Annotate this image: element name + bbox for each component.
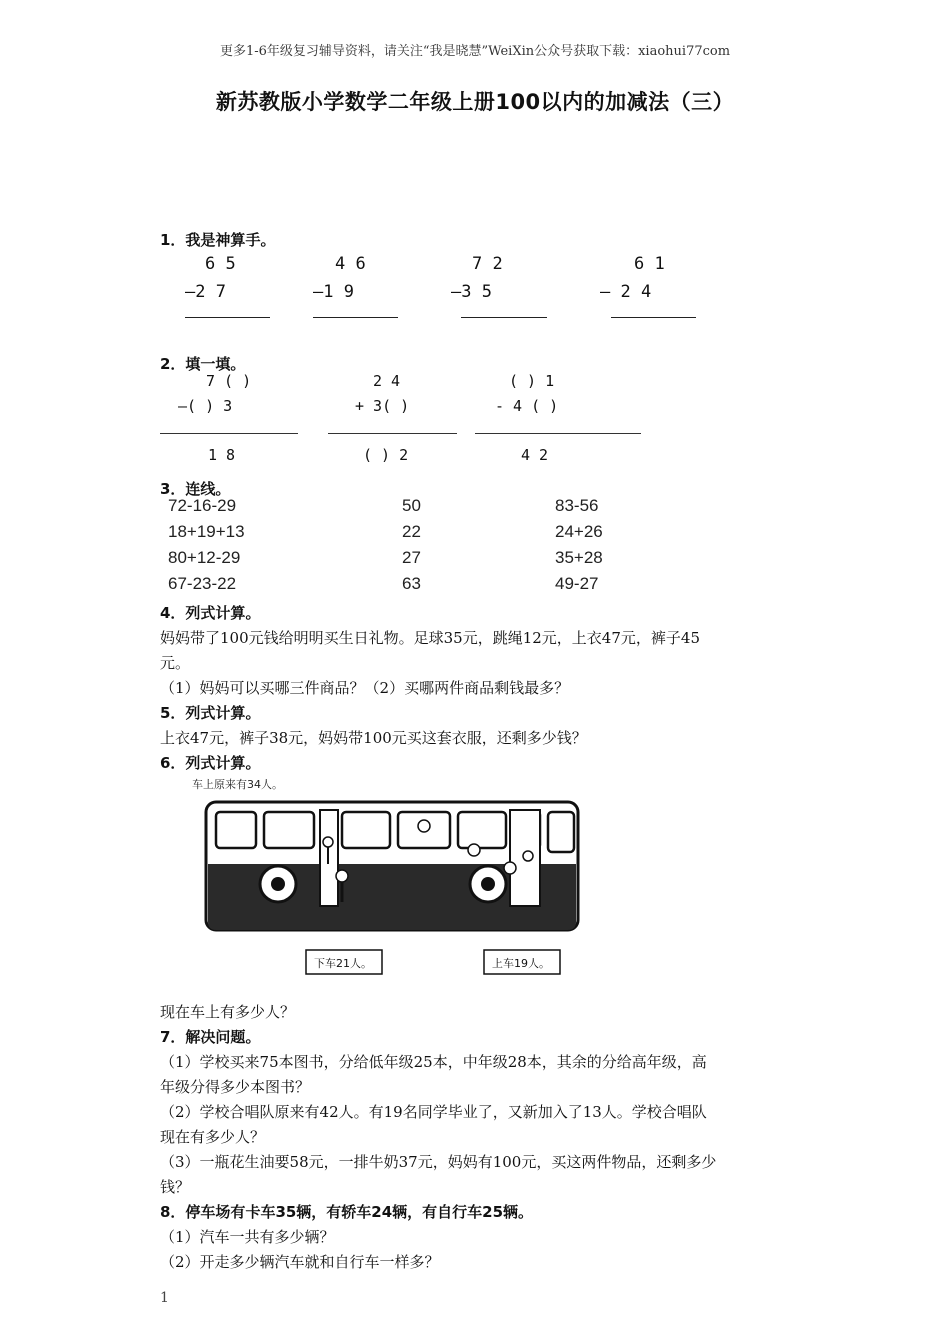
q3-middle-1[interactable]: 50 [402, 496, 421, 515]
q7-p3-line-1: （3）一瓶花生油要58元，一排牛奶37元，妈妈有100元，买这两件物品，还剩多少 [160, 1153, 717, 1171]
q6-heading: 6．列式计算。 [160, 754, 261, 772]
q2-problem-1-line [160, 433, 298, 434]
q1-problem-2-line [313, 317, 398, 318]
q4-line-1: 妈妈带了100元钱给明明买生日礼物。足球35元，跳绳12元，上衣47元，裤子45 [160, 629, 700, 647]
label-get-on: 上车19人。 [492, 957, 550, 970]
q2-problem-3-top: ( ) 1 [509, 372, 555, 390]
q1-problem-4-line [611, 317, 696, 318]
q7-p2-line-1: （2）学校合唱队原来有42人。有19名同学毕业了，又新加入了13人。学校合唱队 [160, 1103, 707, 1121]
q7-p1-line-1: （1）学校买来75本图书，分给低年级25本，中年级28本，其余的分给高年级，高 [160, 1053, 707, 1071]
q2-problem-2-result: ( ) 2 [363, 446, 409, 464]
q3-right-4[interactable]: 49-27 [555, 574, 599, 593]
q2-heading: 2．填一填。 [160, 355, 246, 373]
header-note: 更多1-6年级复习辅导资料，请关注“我是晓慧”WeiXin公众号获取下载：xiaohui77com [219, 44, 731, 59]
q3-middle-2[interactable]: 22 [402, 522, 421, 541]
q2-problem-1-top: 7 ( ) [206, 372, 252, 390]
q3-left-3[interactable]: 80+12-29 [168, 548, 241, 567]
q2-problem-3-line [475, 433, 641, 434]
label-get-off: 下车21人。 [314, 957, 372, 970]
q4-heading: 4．列式计算。 [160, 604, 261, 622]
q5-line-1: 上衣47元，裤子38元，妈妈带100元买这套衣服，还剩多少钱？ [160, 729, 587, 747]
bus-picture [188, 772, 588, 982]
q3-right-1[interactable]: 83-56 [555, 496, 599, 515]
q7-p1-line-2: 年级分得多少本图书？ [160, 1078, 311, 1096]
q1-problem-1-top: 6 5 [205, 254, 236, 274]
q4-line-2: 元。 [160, 654, 191, 672]
q1-problem-1-bottom: —2 7 [185, 282, 226, 302]
q7-p3-line-2: 钱？ [160, 1178, 191, 1196]
page-number: 1 [160, 1290, 169, 1306]
q3-left-2[interactable]: 18+19+13 [168, 522, 245, 541]
q2-problem-1-middle: —( ) 3 [178, 397, 233, 415]
q1-problem-3-line [461, 317, 547, 318]
q5-heading: 5．列式计算。 [160, 704, 261, 722]
q1-problem-4-bottom: — 2 4 [600, 282, 652, 302]
q3-right-2[interactable]: 24+26 [555, 522, 603, 541]
page-title: 新苏教版小学数学二年级上册100以内的加减法（三） [215, 90, 735, 114]
q2-problem-1-result: 1 8 [208, 446, 236, 464]
bus-illustration [188, 772, 588, 982]
q2-problem-2-line [328, 433, 457, 434]
q7-p2-line-2: 现在有多少人？ [160, 1128, 266, 1146]
q1-problem-3-top: 7 2 [472, 254, 503, 274]
q1-problem-2-top: 4 6 [335, 254, 366, 274]
bus-caption: 车上原来有34人。 [192, 778, 283, 791]
q8-heading: 8．停车场有卡车35辆，有轿车24辆，有自行车25辆。 [160, 1203, 534, 1221]
q3-middle-4[interactable]: 63 [402, 574, 421, 593]
q3-middle-3[interactable]: 27 [402, 548, 421, 567]
q1-problem-3-bottom: —3 5 [451, 282, 492, 302]
q1-heading: 1．我是神算手。 [160, 231, 276, 249]
q7-heading: 7．解决问题。 [160, 1028, 261, 1046]
q2-problem-2-top: 2 4 [373, 372, 401, 390]
q8-p1: （1）汽车一共有多少辆？ [160, 1228, 335, 1246]
q1-problem-2-bottom: —1 9 [313, 282, 354, 302]
q3-heading: 3．连线。 [160, 480, 231, 498]
q1-problem-1-line [185, 317, 270, 318]
q2-problem-2-middle: + 3( ) [355, 397, 410, 415]
q2-problem-3-result: 4 2 [521, 446, 549, 464]
q2-problem-3-middle: - 4 ( ) [495, 397, 559, 415]
q1-problem-4-top: 6 1 [634, 254, 665, 274]
q3-left-4[interactable]: 67-23-22 [168, 574, 237, 593]
q3-right-3[interactable]: 35+28 [555, 548, 603, 567]
q3-left-1[interactable]: 72-16-29 [168, 496, 237, 515]
q6-question: 现在车上有多少人？ [160, 1003, 296, 1021]
q8-p2: （2）开走多少辆汽车就和自行车一样多？ [160, 1253, 440, 1271]
q4-line-3: （1）妈妈可以买哪三件商品？（2）买哪两件商品剩钱最多？ [160, 679, 570, 697]
